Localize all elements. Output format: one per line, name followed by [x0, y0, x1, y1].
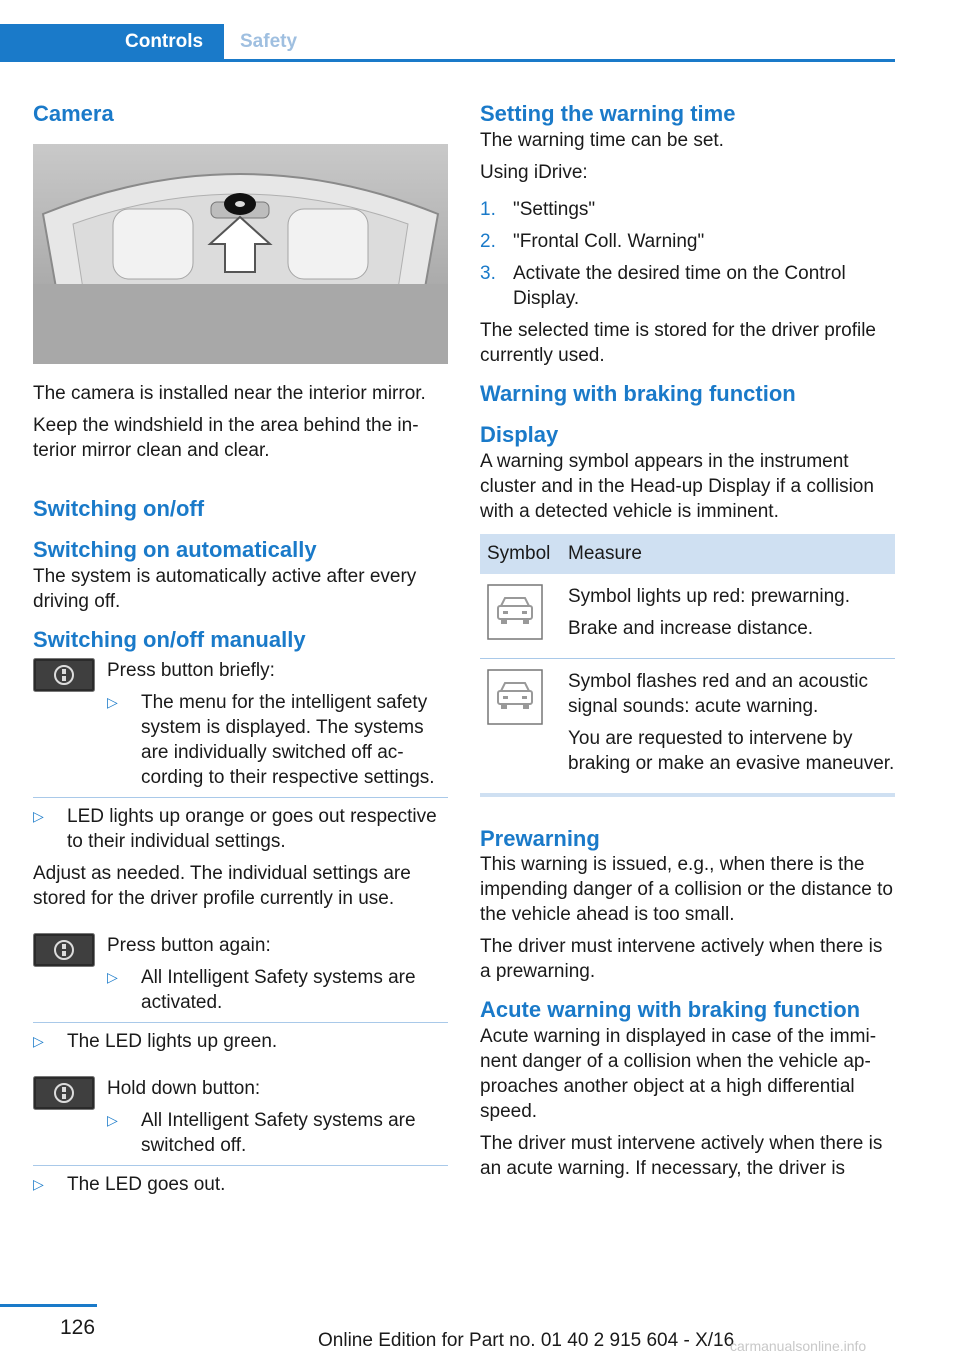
- button-press-again-block: [33, 933, 448, 1015]
- car-warning-icon: [487, 669, 543, 725]
- stored-text: The selected time is stored for the driver profile currently used.: [480, 319, 877, 366]
- symbol-table: [480, 534, 895, 797]
- idrive-text: Using iDrive:: [480, 161, 588, 183]
- acute-warning-measure: Symbol flashes red and an acoustic signal sounds: acute warning.: [568, 670, 868, 717]
- manual-heading: Switching on/off manually: [33, 626, 306, 652]
- triangle-bullet-icon: ▷: [33, 1033, 44, 1049]
- brief-press-label: Press button briefly:: [107, 660, 275, 681]
- button-brief-press-block: [33, 658, 448, 790]
- prewarning-text-1: This warning is issued, e.g., when there is the impending danger of a collision or the distance to the vehicle ahead is too small.: [480, 854, 893, 925]
- right-column: [480, 100, 895, 1188]
- prewarning-text-2: The driver must intervene actively when there is a prewarning.: [480, 936, 883, 982]
- press-again-label: Press button again:: [107, 935, 271, 956]
- adjust-text: Adjust as needed. The individual settings are stored for the driver profile currently in use.: [33, 863, 411, 909]
- prewarning-action: Brake and increase distance.: [568, 617, 814, 639]
- acute-heading: Acute warning with braking function: [480, 997, 861, 1022]
- steps-list: [480, 197, 895, 311]
- list-item: 2. "Frontal Coll. Warning": [480, 230, 705, 252]
- column-header-measure: Measure: [568, 534, 895, 574]
- divider: [33, 1165, 448, 1166]
- footer-rule: [0, 1304, 97, 1307]
- table-row: [480, 574, 895, 659]
- warning-time-heading: Setting the warning time: [480, 101, 736, 126]
- auto-text: The system is automatically active after every driving off.: [33, 565, 417, 612]
- safety-button-icon: [33, 1076, 95, 1110]
- list-item: ▷ LED lights up orange or goes out respective to their individual settings.: [33, 806, 437, 852]
- prewarning-measure: Symbol lights up red: prewarning.: [568, 585, 850, 607]
- safety-button-icon: [33, 933, 95, 967]
- tab-controls[interactable]: Controls: [0, 24, 224, 59]
- safety-button-icon: [33, 658, 95, 692]
- auto-heading: Switching on automatically: [33, 537, 317, 562]
- list-item: ▷ The LED lights up green.: [33, 1031, 278, 1052]
- list-item: ▷ All Intelligent Safety systems are activated.: [107, 967, 416, 1013]
- acute-text-2: The driver must intervene actively when there is an acute warning. If necessary, the driver is: [480, 1132, 883, 1179]
- edition-text: Online Edition for Part no. 01 40 2 915 604 - X/16: [318, 1330, 735, 1351]
- chapter-tab-bar: [0, 24, 895, 62]
- triangle-bullet-icon: ▷: [107, 969, 118, 985]
- acute-text-1: Acute warning in displayed in case of the imminent danger of a collision when the vehicle approaches another object at a high differential speed.: [480, 1025, 877, 1122]
- acute-warning-action: You are requested to intervene by braking or make an evasive maneuver.: [568, 727, 895, 774]
- warning-time-text: The warning time can be set.: [480, 129, 724, 151]
- list-item: ▷ The LED goes out.: [33, 1174, 226, 1195]
- list-item: 1. "Settings": [480, 198, 596, 220]
- tab-safety[interactable]: Safety: [240, 31, 298, 52]
- braking-heading: Warning with braking function: [480, 380, 796, 406]
- triangle-bullet-icon: ▷: [33, 1176, 44, 1192]
- watermark: carmanualsonline.info: [730, 1338, 867, 1354]
- triangle-bullet-icon: ▷: [33, 808, 44, 824]
- camera-text-1: The camera is installed near the interior mirror.: [33, 382, 426, 404]
- triangle-bullet-icon: ▷: [107, 1112, 118, 1128]
- car-warning-icon: [487, 584, 543, 640]
- divider: [33, 1022, 448, 1023]
- camera-location-photo: [33, 144, 448, 364]
- table-row: [480, 658, 895, 795]
- left-column: [33, 100, 448, 1204]
- triangle-bullet-icon: ▷: [107, 694, 118, 710]
- list-item: ▷ All Intelligent Safety systems are switched off.: [107, 1110, 416, 1156]
- camera-text-2: Keep the windshield in the area behind the interior mirror clean and clear.: [33, 414, 419, 461]
- list-item: ▷ The menu for the intelligent safety system is displayed. The systems are individually switched off according to their respective settings.: [107, 692, 435, 788]
- prewarning-heading: Prewarning: [480, 825, 600, 851]
- column-header-symbol: Symbol: [480, 534, 568, 574]
- list-item: 3. Activate the desired time on the Control Display.: [480, 262, 846, 309]
- divider: [33, 797, 448, 798]
- display-heading: Display: [480, 422, 559, 447]
- hold-label: Hold down button:: [107, 1078, 261, 1099]
- page-number: 126: [60, 1316, 96, 1339]
- switching-heading: Switching on/off: [33, 495, 205, 521]
- display-text: A warning symbol appears in the instrument cluster and in the Head-up Display if a collision with a detected vehicle is imminent.: [480, 450, 874, 522]
- camera-heading: Camera: [33, 101, 114, 126]
- button-hold-block: [33, 1076, 448, 1158]
